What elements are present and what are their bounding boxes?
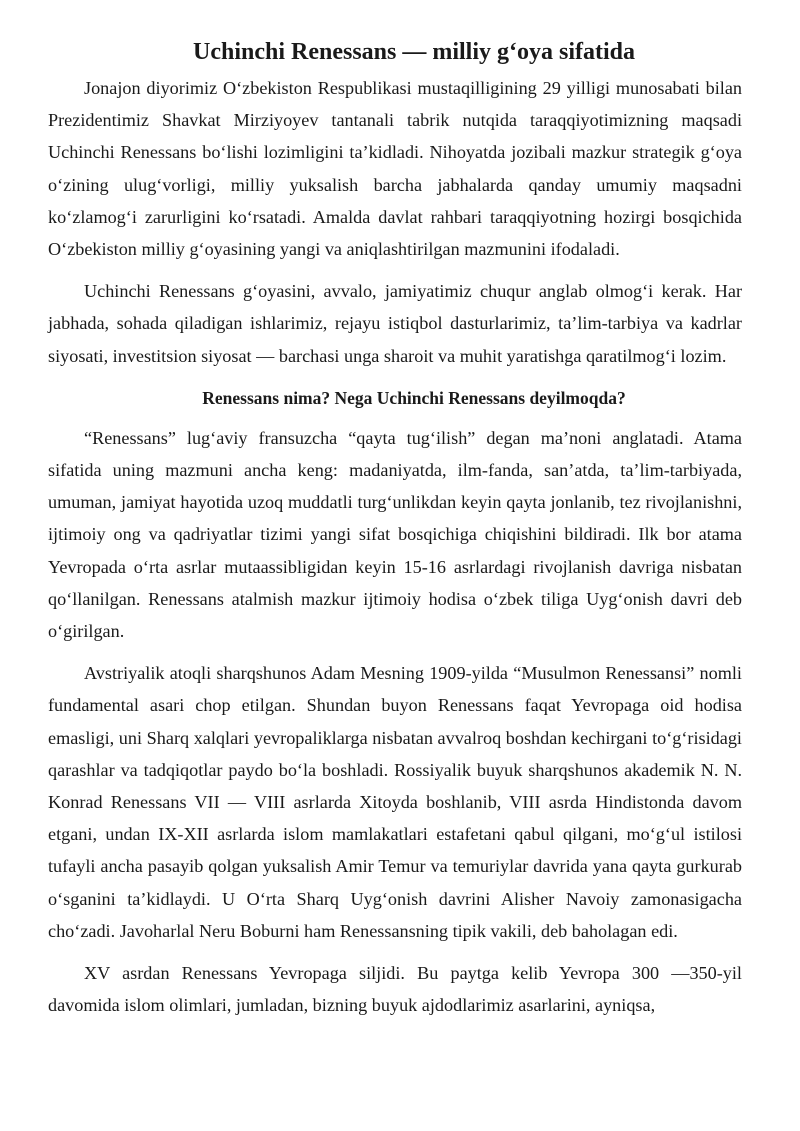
document-title: Uchinchi Renessans — milliy g‘oya sifatida <box>192 39 636 65</box>
document-page <box>48 36 742 1031</box>
paragraph-3: “Renessans” lug‘aviy fransuzcha “qayta tug‘ilish” degan ma’noni anglatadi. Atama sifatida uning mazmuni ancha keng: madaniyatda, ilm-fanda, san’atda, ta’lim-tarbiyada, umuman, jamiyat hayotida uzoq muddatli turg‘unlikdan keyin qayta jonlanib, tez rivojlanishni, ijtimoiy ong va qadriyatlar tizimi yangi sifat bosqichiga chiqishini bildiradi. Ilk bor atama Yevropada o‘rta asrlar mutaassibligidan keyin 15-16 asrlardagi rivojlanish davriga nisbatan qo‘llanilgan. Renessans atalmish mazkur ijtimoiy hodisa o‘zbek tiliga Uyg‘onish davri deb o‘girilgan. <box>48 427 742 642</box>
paragraph-1: Jonajon diyorimiz O‘zbekiston Respublikasi mustaqilligining 29 yilligi munosabati bilan Prezidentimiz Shavkat Mirziyoyev tantanali tabrik nutqida taraqqiyotimizning maqsadi Uchinchi Renessans bo‘lishi lozimligini ta’kidladi. Nihoyatda jozibali mazkur strategik g‘oya o‘zining ulug‘vorligi, milliy yuksalish barcha jabhalarda qanday umumiy maqsadni ko‘zlamog‘i zarurligini ko‘rsatadi. Amalda davlat rahbari taraqqiyotning hozirgi bosqichida O‘zbekiston milliy g‘oyasining yangi va aniqlashtirilgan mazmunini ifodaladi. <box>48 78 742 260</box>
paragraph-5: XV asrdan Renessans Yevropaga siljidi. Bu paytga kelib Yevropa 300 —350-yil davomida islom olimlari, jumladan, bizning buyuk ajdodlarimiz asarlarini, ayniqsa, <box>48 963 742 1016</box>
paragraph-2: Uchinchi Renessans g‘oyasini, avvalo, jamiyatimiz chuqur anglab olmog‘i kerak. Har jabhada, sohada qiladigan ishlarimiz, rejayu istiqbol dasturlarimiz, ta’lim-tarbiya va kadrlar siyosati, investitsion siyosat — barchasi unga sharoit va muhit yaratishga qaratilmog‘i lozim. <box>48 281 742 366</box>
section-heading: Renessans nima? Nega Uchinchi Renessans deyilmoqda? <box>202 387 626 408</box>
paragraph-4: Avstriyalik atoqli sharqshunos Adam Mesning 1909-yilda “Musulmon Renessansi” nomli fundamental asari chop etilgan. Shundan buyon Renessans faqat Yevropaga oid hodisa emasligi, uni Sharq xalqlari yevropaliklarga nisbatan avvalroq boshdan kechirgani to‘g‘risidagi qarashlar va tadqiqotlar paydo bo‘la boshladi. Rossiyalik buyuk sharqshunos akademik N. N. Konrad Renessans VII — VIII asrlarda Xitoyda boshlanib, VIII asrda Hindistonda davom etgani, undan IX-XII asrlarda islom mamlakatlari estafetani qabul qilgani, mo‘g‘ul istilosi tufayli ancha pasayib qolgan yuksalish Amir Temur va temuriylar davrida yana qayta gurkurab o‘sganini ta’kidlaydi. U O‘rta Sharq Uyg‘onish davrini Alisher Navoiy zamonasigacha cho‘zadi. Javoharlal Neru Boburni ham Renessansning tipik vakili, deb baholagan edi. <box>48 663 742 941</box>
